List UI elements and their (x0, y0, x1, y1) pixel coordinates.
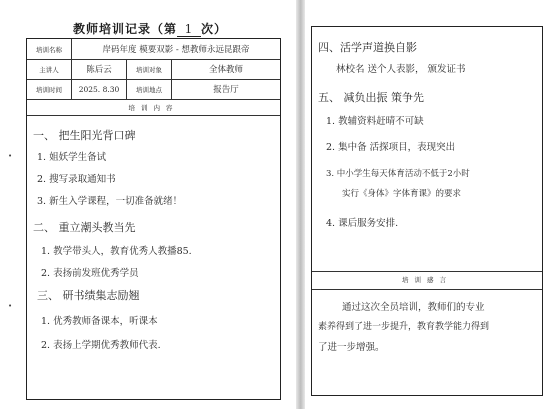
content-line: 五、 减负出振 策争先 (318, 91, 424, 104)
content-header: 培训内容 (128, 104, 179, 112)
time-label: 培训时间 (27, 79, 72, 99)
training-name-label: 培训名称 (27, 39, 72, 59)
content-line: 2. 集中备 活探项目，表现突出 (326, 142, 456, 153)
location-value: 报告厅 (213, 85, 239, 95)
binding-hole: • (8, 152, 13, 160)
reflection-header: 培训感言 (402, 276, 452, 284)
content-line: 1. 教学带头人，教育优秀人教播85. (41, 246, 192, 257)
content-line: 3. 中小学生每天体育活动不低于2小时 (326, 169, 470, 179)
reflection-line: 了进一步增强。 (318, 342, 385, 353)
speaker-value: 陈后云 (86, 65, 112, 75)
time-value: 2025. 8.30 (78, 84, 120, 94)
content-line: 1. 姐妖学生备试 (37, 152, 107, 163)
content-line: 1. 优秀教师备课本，听课本 (41, 316, 158, 327)
content-line: 2. 表扬上学期优秀教师代表. (41, 340, 161, 351)
binding-hole: • (8, 302, 13, 310)
content-line: 二、 重立潮头教当先 (33, 221, 136, 234)
time-row (27, 79, 280, 100)
session-number: 1 (177, 22, 201, 37)
audience-value: 全体教师 (208, 65, 243, 75)
training-name-row (27, 39, 280, 60)
training-record-form (26, 38, 281, 400)
record-title (0, 20, 300, 37)
location-label: 培训地点 (127, 79, 172, 99)
training-name-value: 岸码年度 模要双影 - 想教师永远昆跟帝 (102, 45, 250, 55)
speaker-row (27, 59, 280, 80)
content-line: 实行《身体》字体育课》的要求 (342, 189, 462, 199)
content-line: 三、 研书绩集志励翘 (37, 289, 140, 302)
content-line: 4. 课后服务安排. (326, 218, 399, 229)
content-line: 1. 教辅资料赶晴不可缺 (326, 116, 424, 127)
content-line: 3. 新生入学课程，一切准备就绪！ (37, 196, 183, 207)
content-line: 四、活学声道换自影 (318, 41, 417, 54)
title-prefix: 教师培训记录（第 (72, 22, 177, 36)
content-line: 林校名 送个人表影， 颁发证书 (336, 64, 466, 75)
right-page (303, 0, 553, 409)
content-line: 2. 搜写录取通知书 (37, 174, 116, 185)
audience-label: 培训对象 (127, 59, 172, 79)
content-line: 2. 表扬前发班优秀学员 (41, 268, 139, 279)
content-line: 一、 把生阳光背口碑 (33, 129, 136, 142)
reflection-line: 通过这次全员培训，教师们的专业 (342, 302, 485, 313)
speaker-label: 主讲人 (27, 59, 72, 79)
continued-record-form (311, 26, 543, 396)
title-suffix: 次） (201, 22, 228, 36)
reflection-line: 素养得到了进一步提升，教育教学能力得到 (318, 322, 490, 332)
